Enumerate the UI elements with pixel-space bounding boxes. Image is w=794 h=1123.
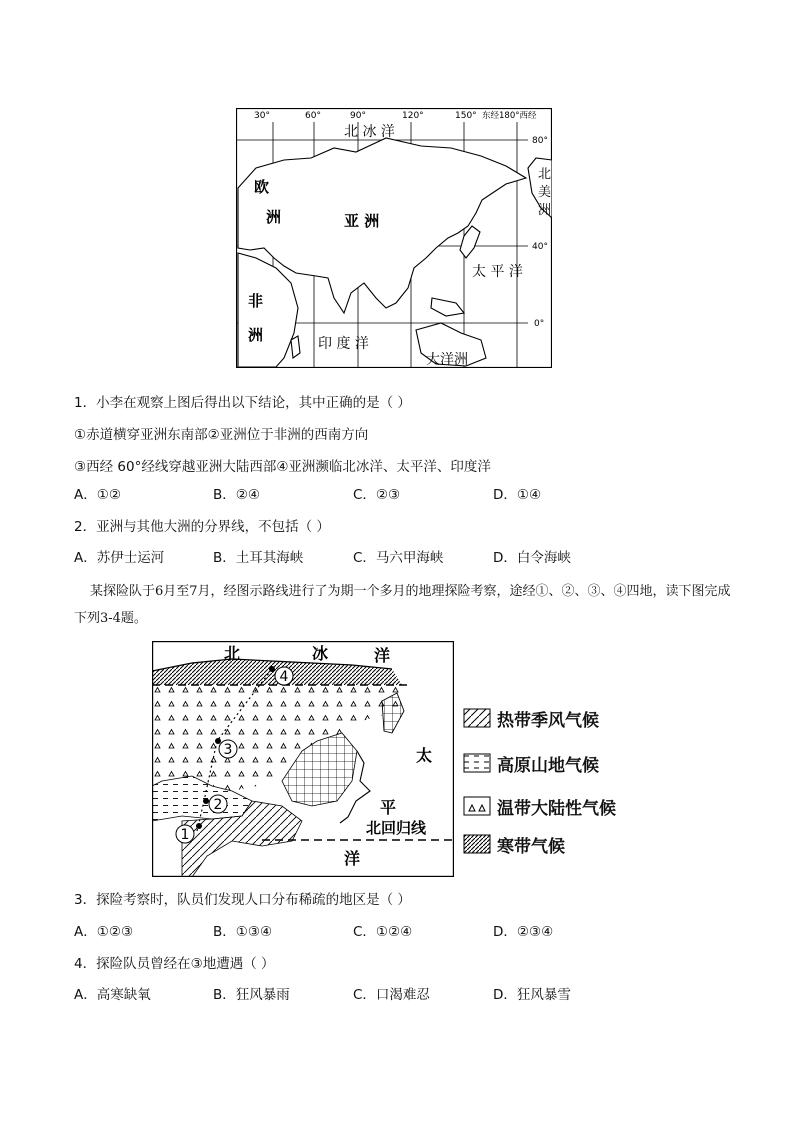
climate-route-map — [152, 641, 454, 877]
q3-option-c[interactable]: C．①②④ — [353, 924, 413, 940]
route-point-4: 4 — [279, 669, 289, 685]
map1-na-3: 洲 — [538, 203, 552, 218]
q1-statement-line-2: ③西经 60°经线穿越亚洲大陆西部④亚洲濒临北冰洋、太平洋、印度洋 — [74, 459, 491, 475]
legend-plateau — [463, 751, 599, 775]
q4-option-c[interactable]: C．口渴难忍 — [353, 987, 430, 1003]
q4-stem: 4．探险队员曾经在③地遭遇（ ） — [74, 956, 275, 972]
q2-option-c[interactable]: C．马六甲海峡 — [353, 550, 444, 566]
passage-text: 某探险队于6月至7月，经图示路线进行了为期一个多月的地理探险考察，途经①、②、③、④四地，读下图完成下列3-4题。 — [74, 584, 731, 626]
map1-label-120: 120° — [402, 111, 424, 121]
map1-oceania: 大洋洲 — [426, 352, 468, 368]
q3-option-a[interactable]: A．①②③ — [74, 924, 134, 940]
legend-diag-swatch — [463, 708, 491, 728]
legend-label: 高原山地气候 — [497, 755, 599, 776]
map1-europe: 欧 — [254, 178, 270, 196]
map2-tropic-label: 北回归线 — [366, 819, 427, 837]
map1-na-1: 北 — [538, 167, 552, 182]
passage — [74, 578, 734, 632]
q1-statement-line-1: ①赤道横穿亚洲东南部②亚洲位于非洲的西南方向 — [74, 427, 369, 443]
map2-arctic-1: 北 — [224, 644, 241, 663]
legend-label: 热带季风气候 — [497, 710, 599, 731]
q3-option-b[interactable]: B．①③④ — [213, 924, 273, 940]
q2-stem: 2．亚洲与其他大洲的分界线，不包括（ ） — [74, 519, 330, 535]
map1-label-60: 60° — [305, 111, 321, 121]
map1-asia: 亚 洲 — [344, 212, 380, 230]
legend-tropical-monsoon — [463, 706, 599, 730]
map1-lat-0: 0° — [534, 319, 545, 329]
map1-europe-2: 洲 — [266, 208, 282, 226]
q2-option-b[interactable]: B．土耳其海峡 — [213, 550, 304, 566]
map2-pacific-1: 太 — [416, 746, 433, 765]
q1-stem: 1．小李在观察上图后得出以下结论，其中正确的是（ ） — [74, 395, 411, 411]
map2-pacific-3: 洋 — [344, 849, 361, 868]
route-point-2: 2 — [213, 797, 223, 813]
map1-pacific-ocean: 太 平 洋 — [472, 264, 523, 280]
map1-lat-80: 80° — [532, 136, 548, 146]
map1-label-180: 东经180°西经 — [482, 111, 537, 121]
map1-indian-ocean: 印 度 洋 — [318, 336, 369, 352]
map1-label-30: 30° — [254, 111, 270, 121]
q4-option-b[interactable]: B．狂风暴雨 — [213, 987, 290, 1003]
legend-dense-swatch — [463, 834, 491, 854]
map1-label-150: 150° — [455, 111, 477, 121]
q1-option-a[interactable]: A．①② — [74, 487, 121, 503]
legend-label: 温带大陆性气候 — [497, 798, 616, 819]
legend-temperate-continental — [463, 794, 616, 818]
q4-option-a[interactable]: A．高寒缺氧 — [74, 987, 151, 1003]
map1-africa-2: 洲 — [248, 326, 264, 344]
asia-outline-map — [236, 108, 552, 368]
map2-arctic-2: 冰 — [312, 644, 329, 663]
map1-arctic-ocean: 北 冰 洋 — [344, 124, 395, 140]
q1-option-c[interactable]: C．②③ — [353, 487, 401, 503]
legend-dash-swatch — [463, 753, 491, 773]
map1-lat-40: 40° — [532, 242, 548, 252]
map2-arctic-3: 洋 — [374, 646, 391, 665]
q1-option-b[interactable]: B．②④ — [213, 487, 260, 503]
q3-stem: 3．探险考察时，队员们发现人口分布稀疏的地区是（ ） — [74, 892, 411, 908]
route-point-3: 3 — [223, 742, 233, 758]
q2-option-a[interactable]: A．苏伊士运河 — [74, 550, 165, 566]
map1-africa: 非 — [248, 292, 264, 310]
map1-na-2: 美 — [538, 185, 552, 200]
legend-cold — [463, 832, 565, 856]
q2-option-d[interactable]: D．白令海峡 — [493, 550, 571, 566]
map2-pacific-2: 平 — [380, 798, 397, 817]
map1-label-90: 90° — [350, 111, 366, 121]
legend-label: 寒带气候 — [497, 836, 565, 857]
q3-option-d[interactable]: D．②③④ — [493, 924, 554, 940]
q1-option-d[interactable]: D．①④ — [493, 487, 542, 503]
route-point-1: 1 — [180, 827, 190, 843]
q4-option-d[interactable]: D．狂风暴雪 — [493, 987, 571, 1003]
legend-tri-swatch — [463, 796, 491, 816]
